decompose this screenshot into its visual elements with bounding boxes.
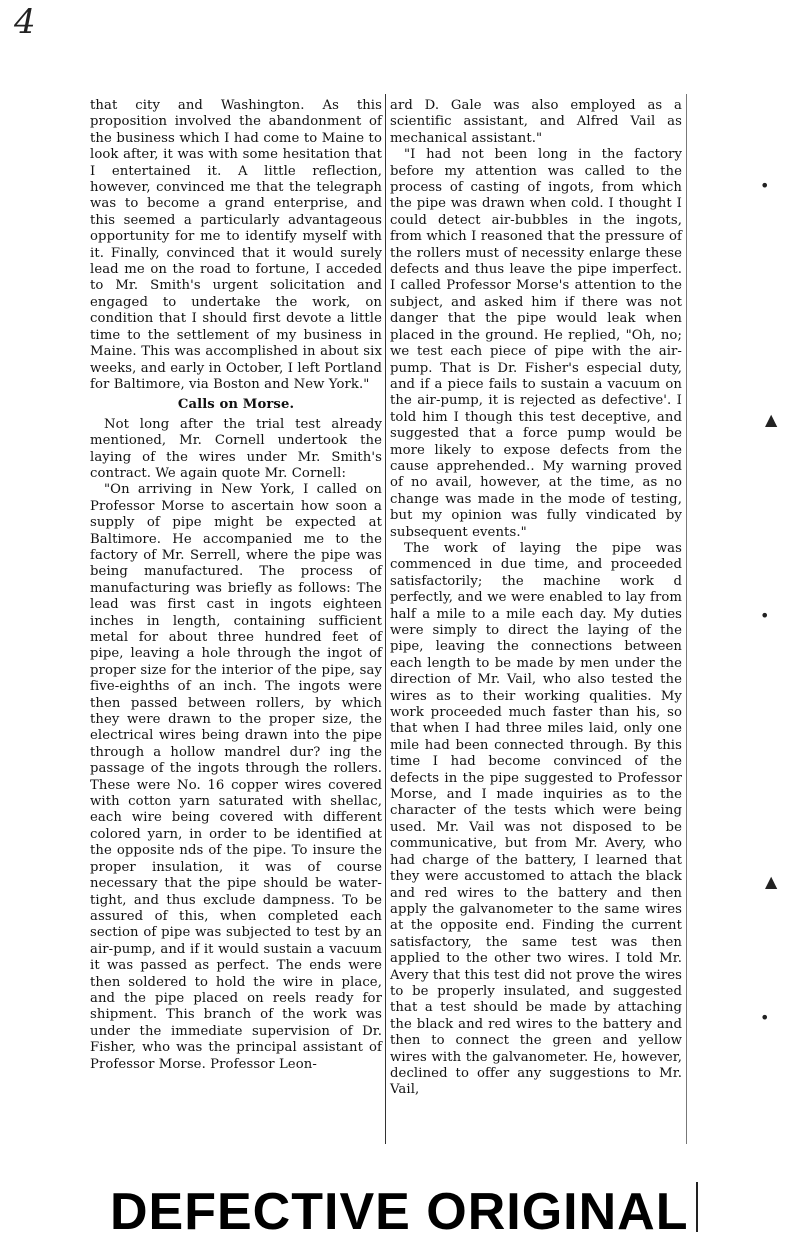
margin-speck-mark: • [760, 606, 770, 625]
right-paragraph-2: "I had not been long in the factory before my attention was called to the process of casting of ingots, from which the pipe was drawn when cold. I thought I could detect air-bubbles in the ingots, from which I reasoned that the pressure of the rollers must of necessity enlarge these defects and thus leave the pipe imperfect. I called Professor Morse's attention to the subject, and asked him if there was not danger that the pipe would leak when placed in the ground. He replied, "Oh, no; we test each piece of pipe with the air-pump. That is Dr. Fisher's especial duty, and if a piece fails to sustain a vacuum on the air-pump, it is rejected as defective'. I told him I though this test deceptive, and suggested that a force pump would be more likely to expose defects from the cause apprehended.. My warning proved of no avail, however, at the time, as no change was made in the mode of testing, but my opinion was fully vindicated by subsequent events." [390, 147, 682, 540]
left-paragraph-1: that city and Washington. As this proposition involved the abandonment of the business which I had come to Maine to look after, it was with some hesitation that I entertained it. A little reflection, however, convinced me that the telegraph was to become a grand enterprise, and this seemed a particularly advantageous opportunity for me to identify myself with it. Finally, convinced that it would surely lead me on the road to fortune, I acceded to Mr. Smith's urgent solicitation and engaged to undertake the work, on condition that I should first devote a little time to the settlement of my business in Maine. This was accomplished in about six weeks, and early in October, I left Portland for Baltimore, via Boston and New York." [90, 98, 382, 392]
margin-speck-mark: • [760, 176, 770, 195]
left-column [90, 98, 382, 1073]
right-column [390, 98, 682, 1099]
page-number: 4 [14, 2, 36, 42]
section-subhead: Calls on Morse. [177, 397, 295, 413]
right-paragraph-1: ard D. Gale was also employed as a scientific assistant, and Alfred Vail as mechanical assistant." [390, 98, 682, 146]
right-paragraph-3: The work of laying the pipe was commenced in due time, and proceeded satisfactorily; the machine work d perfectly, and we were enabled to lay from half a mile to a mile each day. My duties were simply to direct the laying of the pipe, leaving the connections between each length to be made by men under the direction of Mr. Vail, who also tested the wires as to their working qualities. My work proceeded much faster than his, so that when I had three miles laid, only one mile had been connected through. By this time I had become convinced of the defects in the pipe suggested to Professor Morse, and I made inquiries as to the character of the tests which were being used. Mr. Vail was not disposed to be communicative, but from Mr. Avery, who had charge of the battery, I learned that they were accustomed to attach the black and red wires to the battery and then apply the galvanometer to the same wires at the opposite end. Finding the current satisfactory, the same test was then applied to the other two wires. I told Mr. Avery that this test did not prove the wires to be properly insulated, and suggested that a test should be made by attaching the black and red wires to the battery and then to connect the green and yellow wires with the galvanometer. He, however, declined to offer any suggestions to Mr. Vail, [390, 540, 682, 1098]
column-divider [385, 94, 386, 1144]
margin-speck-mark: • [760, 1008, 770, 1027]
margin-arrow-mark: ▲ [765, 410, 778, 429]
defective-original-stamp: DEFECTIVE ORIGINAL [110, 1183, 689, 1241]
left-paragraph-3: "On arriving in New York, I called on Professor Morse to ascertain how soon a supply of pipe might be expected at Baltimore. He accompanied me to the factory of Mr. Serrell, where the pipe was being manufactured. The process of manufacturing was briefly as follows: The lead was first cast in ingots eighteen inches in length, containing sufficient metal for about three hundred feet of pipe, leaving a hole through the ingot of proper size for the interior of the pipe, say five-eighths of an inch. The ingots were then passed between rollers, by which they were drawn to the proper size, the electrical wires being drawn into the pipe through a hollow mandrel dur? ing the passage of the ingots through the rollers. These were No. 16 copper wires covered with cotton yarn saturated with shellac, each wire being covered with different colored yarn, in order to be identified at the opposite nds of the pipe. To insure the proper insulation, it was of course necessary that the pipe should be water-tight, and thus exclude dampness. To be assured of this, when completed each section of pipe was subjected to test by an air-pump, and if it would sustain a vacuum it was passed as perfect. The ends were then soldered to hold the wire in place, and the pipe placed on reels ready for shipment. This branch of the work was under the immediate supervision of Dr. Fisher, who was the principal assistant of Professor Morse. Professor Leon- [90, 482, 382, 1072]
margin-arrow-mark: ▲ [765, 872, 778, 891]
left-paragraph-2: Not long after the trial test already mentioned, Mr. Cornell undertook the laying of the wires under Mr. Smith's contract. We again quote Mr. Cornell: [90, 416, 382, 481]
stamp-frame-rule [696, 1182, 698, 1232]
right-border-rule [686, 94, 687, 1144]
